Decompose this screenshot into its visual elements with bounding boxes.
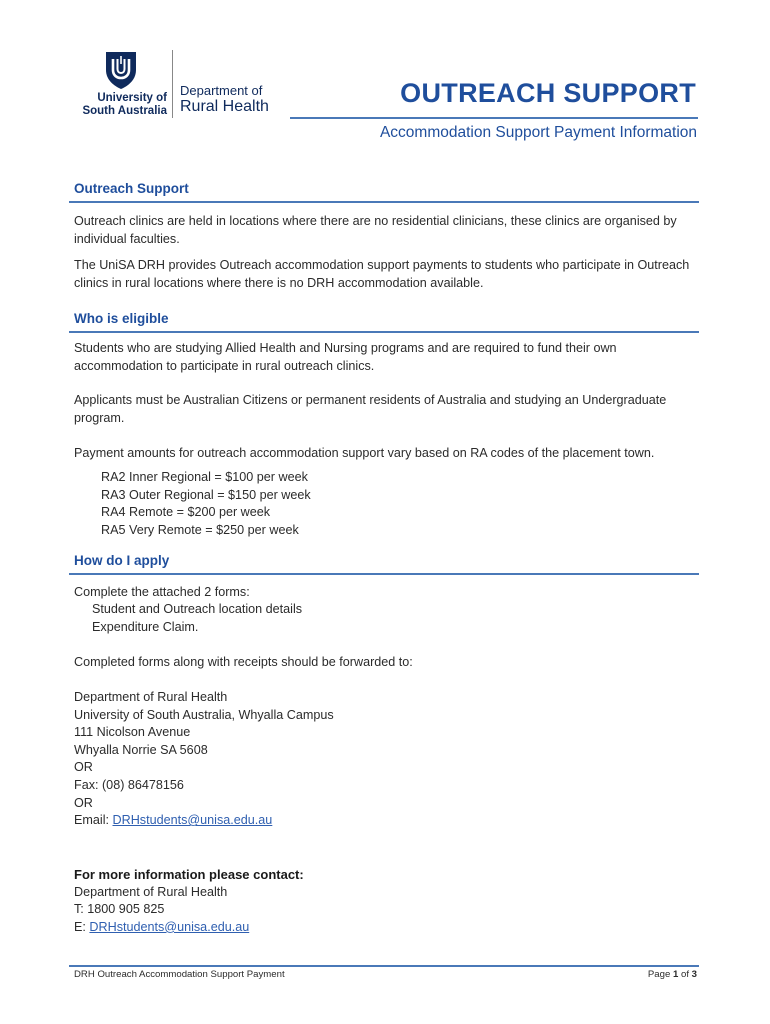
forward-text: Completed forms along with receipts should be forwarded to: bbox=[74, 655, 413, 669]
section-divider bbox=[69, 573, 699, 575]
ra-rates-list bbox=[101, 469, 311, 539]
address-line: Fax: (08) 86478156 bbox=[74, 777, 184, 792]
address-line: Whyalla Norrie SA 5608 bbox=[74, 742, 208, 757]
page-title: OUTREACH SUPPORT bbox=[400, 78, 696, 108]
section-divider bbox=[69, 331, 699, 333]
eligible-paragraph-1: Students who are studying Allied Health and Nursing programs and are required to fund their own accommodation to participate in rural outreach clinics. bbox=[74, 341, 617, 373]
department-line-1: Department of bbox=[180, 83, 263, 98]
university-name: University of South Australia bbox=[82, 92, 167, 117]
address-line: 111 Nicolson Avenue bbox=[74, 725, 191, 740]
eligible-paragraph-3: Payment amounts for outreach accommodation support vary based on RA codes of the placement town. bbox=[74, 446, 655, 460]
list-item: RA5 Very Remote = $250 per week bbox=[101, 522, 299, 537]
apply-intro: Complete the attached 2 forms: bbox=[74, 585, 250, 599]
page-number: Page 1 of 3 bbox=[647, 969, 697, 980]
heading-outreach-support: Outreach Support bbox=[74, 181, 189, 196]
forms-list bbox=[92, 601, 302, 636]
contact-department: Department of Rural Health bbox=[74, 884, 228, 899]
email-line: Email: DRHstudents@unisa.edu.au bbox=[74, 813, 273, 828]
contact-phone: T: 1800 905 825 bbox=[74, 902, 165, 917]
page-subtitle: Accommodation Support Payment Information bbox=[379, 124, 697, 141]
title-divider bbox=[290, 117, 698, 119]
unisa-logo bbox=[79, 46, 279, 120]
list-item: Student and Outreach location details bbox=[92, 602, 303, 616]
email-link[interactable]: DRHstudents@unisa.edu.au bbox=[112, 813, 273, 828]
address-line: University of South Australia, Whyalla Campus bbox=[74, 707, 334, 722]
unisa-shield-icon bbox=[104, 50, 138, 90]
section-divider bbox=[69, 201, 699, 203]
postal-address bbox=[74, 689, 334, 830]
list-item: RA4 Remote = $200 per week bbox=[101, 505, 271, 520]
list-item: RA2 Inner Regional = $100 per week bbox=[101, 470, 308, 484]
list-item: RA3 Outer Regional = $150 per week bbox=[101, 487, 311, 502]
contact-block bbox=[74, 866, 304, 936]
address-line: Department of Rural Health bbox=[74, 690, 228, 704]
list-item: Expenditure Claim. bbox=[92, 619, 199, 634]
contact-email-link[interactable]: DRHstudents@unisa.edu.au bbox=[89, 919, 250, 934]
department-line-2: Rural Health bbox=[180, 98, 269, 115]
outreach-paragraph-1: Outreach clinics are held in locations where there are no residential clinicians, these clinics are organised by individual faculties. bbox=[74, 214, 677, 246]
address-line: OR bbox=[74, 795, 93, 810]
heading-how-do-i-apply: How do I apply bbox=[74, 553, 170, 568]
logo-divider bbox=[172, 50, 173, 118]
address-line: OR bbox=[74, 760, 93, 775]
heading-who-is-eligible: Who is eligible bbox=[74, 311, 169, 326]
contact-heading: For more information please contact: bbox=[74, 867, 304, 882]
eligible-paragraph-2: Applicants must be Australian Citizens or permanent residents of Australia and studying an Undergraduate program. bbox=[74, 393, 667, 425]
outreach-paragraph-2: The UniSA DRH provides Outreach accommodation support payments to students who participate in Outreach clinics in rural locations where there is no DRH accommodation available. bbox=[74, 258, 690, 290]
footer-divider bbox=[69, 965, 699, 967]
contact-email-line: E: DRHstudents@unisa.edu.au bbox=[74, 919, 250, 934]
footer-document-title: DRH Outreach Accommodation Support Payment bbox=[74, 969, 285, 980]
